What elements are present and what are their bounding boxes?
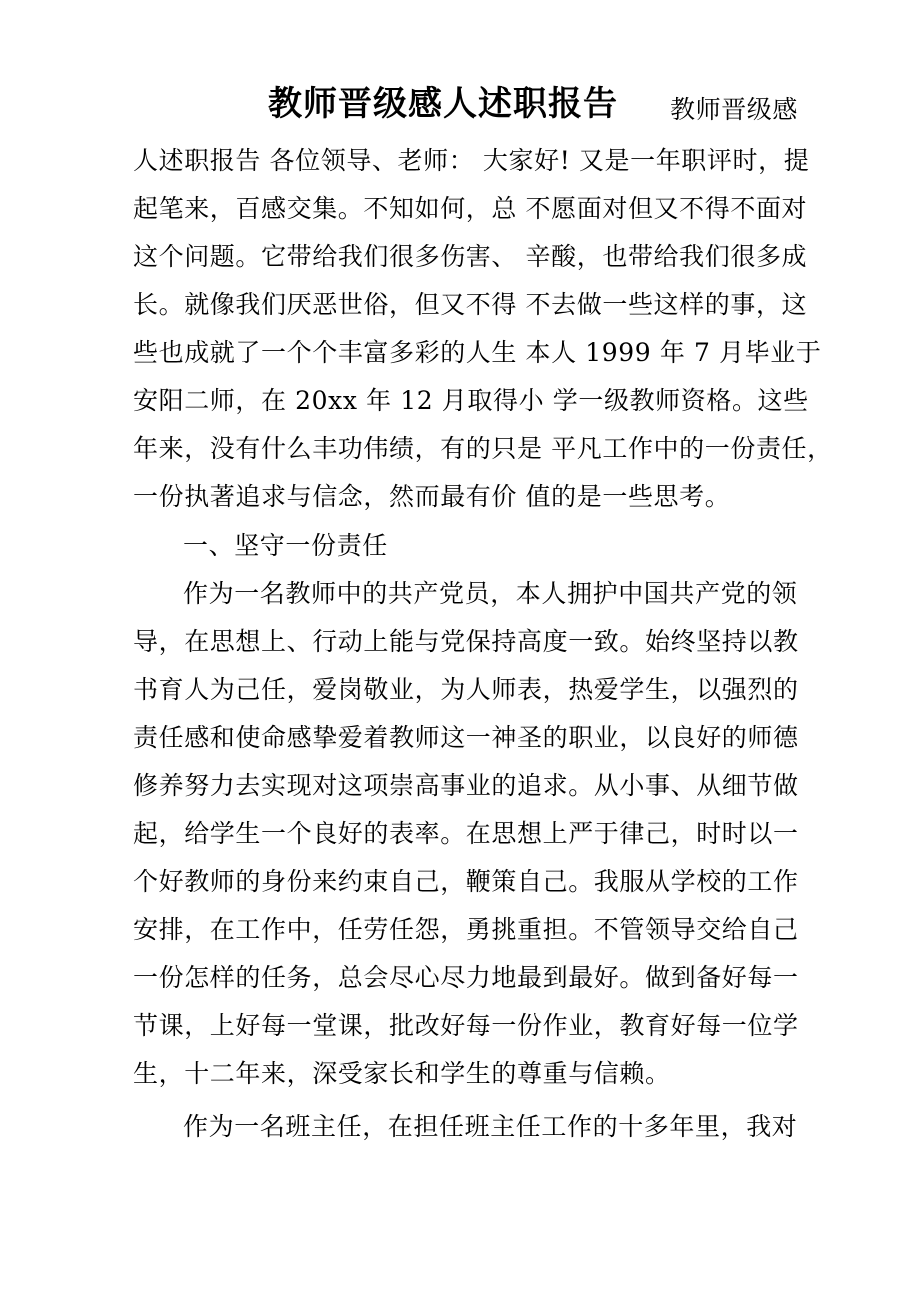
section-heading: 一、坚守一份责任 — [183, 531, 388, 560]
text-line: 修养努力去实现对这项崇高事业的追求。从小事、从细节做 — [133, 771, 799, 800]
text-line: 责任感和使命感挚爱着教师这一神圣的职业，以良好的师德 — [133, 723, 799, 752]
title-continuation: 教师晋级感 — [670, 95, 799, 124]
text-line: 个好教师的身份来约束自己，鞭策自己。我服从学校的工作 — [133, 867, 799, 896]
text-line: 一份执著追求与信念，然而最有价 值的是一些思考。 — [133, 482, 731, 511]
text-line: 节课，上好每一堂课，批改好每一份作业，教育好每一位学 — [133, 1011, 799, 1040]
text-line: 安排，在工作中，任劳任怨，勇挑重担。不管领导交给自己 — [133, 915, 799, 944]
text-line: 这个问题。它带给我们很多伤害、 辛酸，也带给我们很多成 — [133, 242, 808, 271]
text-line: 人述职报告 各位领导、老师： 大家好! 又是一年职评时，提 — [133, 146, 810, 175]
text-line: 作为一名教师中的共产党员，本人拥护中国共产党的领 — [183, 579, 798, 608]
text-line: 起，给学生一个良好的表率。在思想上严于律己，时时以一 — [133, 819, 799, 848]
text-line: 安阳二师，在 20xx 年 12 月取得小 学一级教师资格。这些 — [133, 386, 809, 415]
text-line: 起笔来，百感交集。不知如何，总 不愿面对但又不得不面对 — [133, 194, 808, 223]
document-title: 教师晋级感人述职报告 — [268, 84, 618, 124]
text-line: 长。就像我们厌恶世俗，但又不得 不去做一些这样的事，这 — [133, 290, 808, 319]
text-line: 书育人为己任，爱岗敬业，为人师表，热爱学生，以强烈的 — [133, 675, 799, 704]
text-line: 些也成就了一个个丰富多彩的人生 本人 1999 年 7 月毕业于 — [133, 338, 822, 367]
text-line: 导，在思想上、行动上能与党保持高度一致。始终坚持以教 — [133, 627, 799, 656]
text-line: 生，十二年来，深受家长和学生的尊重与信赖。 — [133, 1059, 671, 1088]
text-line: 一份怎样的任务，总会尽心尽力地最到最好。做到备好每一 — [133, 963, 799, 992]
text-line: 作为一名班主任，在担任班主任工作的十多年里，我对 — [183, 1112, 798, 1141]
text-line: 年来，没有什么丰功伟绩，有的只是 平凡工作中的一份责任， — [133, 434, 833, 463]
